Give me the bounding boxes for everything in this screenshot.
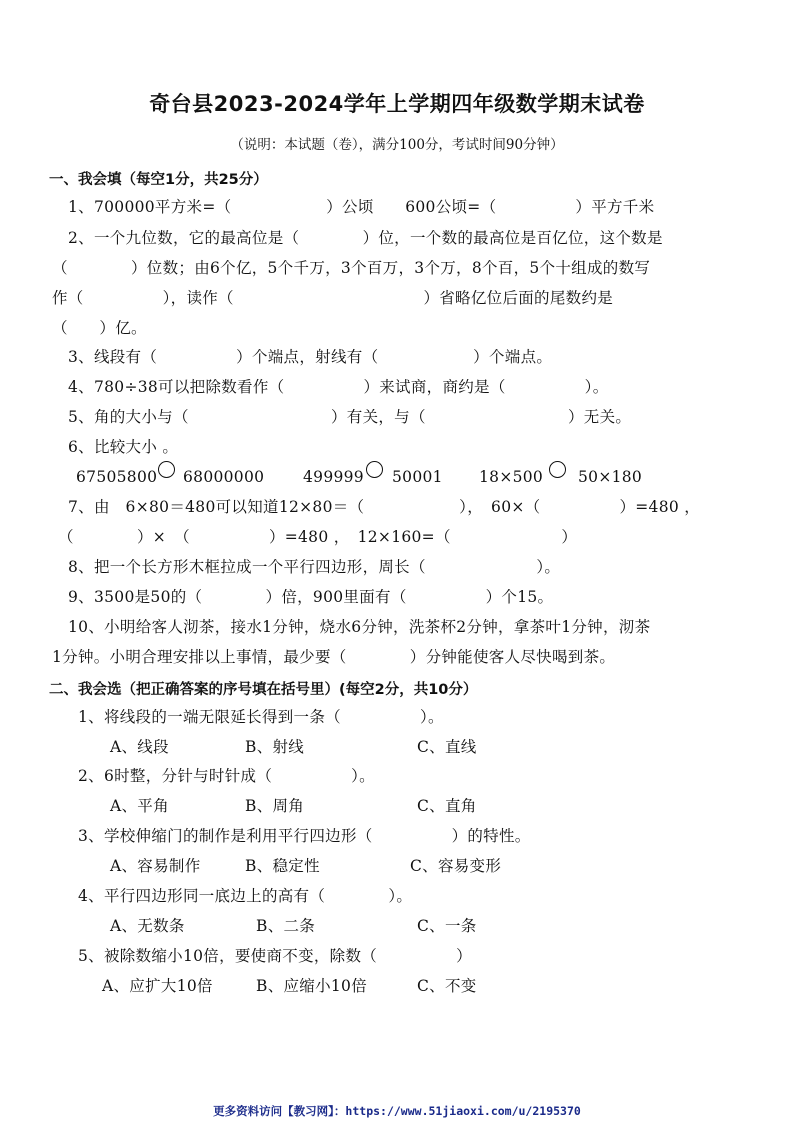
question-1-7-line-2: （ ）× （ ）=480 ， 12×160=（ ） [58, 528, 578, 546]
option-c: C、一条 [417, 917, 477, 935]
option-b: B、二条 [256, 917, 316, 935]
question-2-3: 3、学校伸缩门的制作是利用平行四边形（ ）的特性。 [78, 827, 531, 845]
question-1-10-line-1: 10、小明给客人沏茶，接水1分钟，烧水6分钟，洗茶杯2分钟，拿茶叶1分钟，沏茶 [68, 618, 651, 636]
compare-b-left: 499999 [303, 468, 364, 486]
compare-circle-icon[interactable] [158, 461, 175, 478]
option-c: C、直角 [417, 797, 477, 815]
question-2-2: 2、6时整，分针与时针成（ ）。 [78, 767, 375, 785]
section-1-heading: 一、我会填（每空1分，共25分） [49, 172, 268, 188]
question-1-10-line-2: 1分钟。小明合理安排以上事情，最少要（ ）分钟能使客人尽快喝到茶。 [52, 648, 616, 666]
option-b: B、稳定性 [245, 857, 320, 875]
option-b: B、射线 [245, 738, 305, 756]
option-a: A、容易制作 [110, 857, 201, 875]
question-1-2-line-2: （ ）位数；由6个亿，5个千万，3个百万，3个万，8个百，5个十组成的数写 [52, 259, 651, 277]
compare-circle-icon[interactable] [549, 461, 566, 478]
page-title: 奇台县2023-2024学年上学期四年级数学期末试卷 [149, 92, 645, 116]
question-1-2-line-3: 作（ ），读作（ ）省略亿位后面的尾数约是 [52, 289, 614, 307]
question-1-5: 5、角的大小与（ ）有关，与（ ）无关。 [68, 408, 632, 426]
compare-b-right: 50001 [392, 468, 443, 486]
option-a: A、应扩大10倍 [102, 977, 213, 995]
question-1-8: 8、把一个长方形木框拉成一个平行四边形，周长（ ）。 [68, 558, 561, 576]
footer-link[interactable]: 更多资料访问【教习网】：https://www.51jiaoxi.com/u/2195370 [213, 1104, 581, 1118]
question-1-1: 1、700000平方米=（ ）公顷 600公顷=（ ）平方千米 [68, 198, 655, 216]
question-1-9: 9、3500是50的（ ）倍，900里面有（ ）个15。 [68, 588, 554, 606]
option-b: B、应缩小10倍 [256, 977, 368, 995]
question-1-4: 4、780÷38可以把除数看作（ ）来试商，商约是（ ）。 [68, 378, 609, 396]
question-1-2-line-4: （ ）亿。 [52, 319, 147, 337]
question-2-1: 1、将线段的一端无限延长得到一条（ ）。 [78, 708, 444, 726]
option-c: C、直线 [417, 738, 477, 756]
question-1-3: 3、线段有（ ）个端点，射线有（ ）个端点。 [68, 348, 553, 366]
compare-a-right: 68000000 [183, 468, 265, 486]
compare-circle-icon[interactable] [366, 461, 383, 478]
question-2-5: 5、被除数缩小10倍，要使商不变，除数（ ） [78, 947, 472, 965]
option-b: B、周角 [245, 797, 305, 815]
option-a: A、线段 [110, 738, 169, 756]
page-subtitle: （说明：本试题（卷），满分100分，考试时间90分钟） [230, 137, 564, 153]
compare-c-left: 18×500 [479, 468, 544, 486]
option-c: C、不变 [417, 977, 477, 995]
question-1-2-line-1: 2、一个九位数，它的最高位是（ ）位，一个数的最高位是百亿位，这个数是 [68, 229, 663, 247]
option-a: A、平角 [110, 797, 169, 815]
question-2-4: 4、平行四边形同一底边上的高有（ ）。 [78, 887, 413, 905]
question-1-7-line-1: 7、由 6×80＝480可以知道12×80＝（ ）， 60×（ ）=480 ， [68, 498, 701, 516]
section-2-heading: 二、我会选（把正确答案的序号填在括号里）(每空2分，共10分） [49, 682, 478, 698]
option-a: A、无数条 [110, 917, 185, 935]
compare-c-right: 50×180 [578, 468, 643, 486]
compare-a-left: 67505800 [76, 468, 158, 486]
question-1-6: 6、比较大小 。 [68, 438, 179, 456]
option-c: C、容易变形 [410, 857, 502, 875]
